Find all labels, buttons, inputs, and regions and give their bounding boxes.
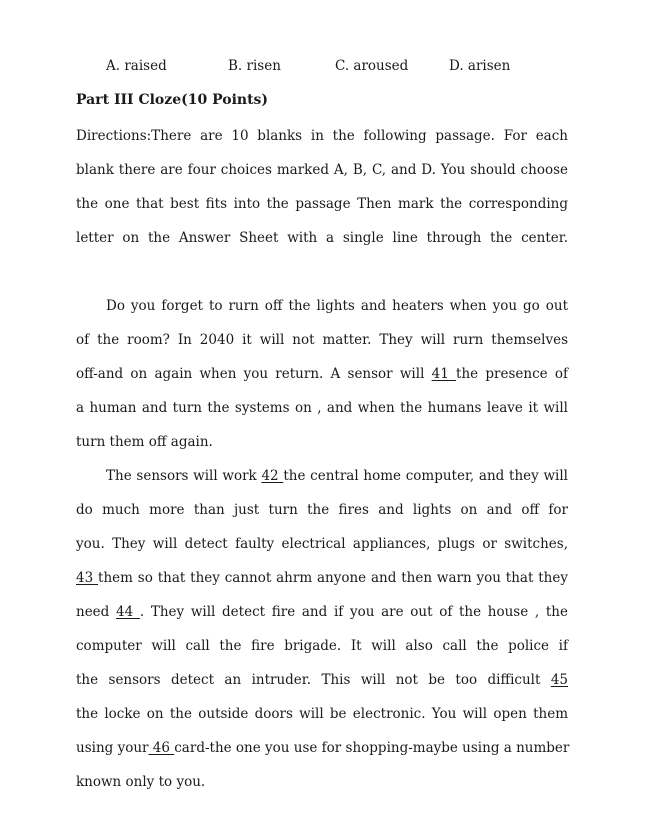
section-title: Part III Cloze(10 Points): [76, 92, 269, 108]
passage-p2-line-4: [76, 568, 568, 588]
text-segment: the central home computer, and they will: [283, 468, 568, 484]
passage-p2-line-8: the locke on the outside doors will be electronic. You will open them: [76, 706, 568, 722]
question-options: [0, 58, 645, 78]
passage-p1-line-3: [76, 364, 568, 384]
option-c: C. aroused: [335, 58, 409, 74]
passage-p1-line-2: of the room? In 2040 it will not matter. They will rurn themselves: [76, 332, 568, 348]
text-segment: need: [76, 604, 116, 620]
directions-line-1: Directions:There are 10 blanks in the following passage. For each: [76, 128, 568, 144]
passage-p2-line-5: [76, 602, 568, 622]
directions-line-2: blank there are four choices marked A, B, C, and D. You should choose: [76, 162, 568, 178]
text-segment: the presence of: [456, 366, 568, 382]
passage-p2-line-2: do much more than just turn the fires and lights on and off for: [76, 502, 568, 518]
passage-p2-line-7: [76, 670, 568, 690]
option-d: D. arisen: [449, 58, 511, 74]
text-segment: them so that they cannot ahrm anyone and then warn you that they: [98, 570, 568, 586]
option-b: B. risen: [228, 58, 281, 74]
passage-p2-line-10: known only to you.: [76, 774, 206, 790]
blank-43: 43: [76, 570, 99, 586]
text-segment: the sensors detect an intruder. This will not be too difficult: [76, 672, 551, 688]
passage-p1-line-5: turn them off again.: [76, 434, 213, 450]
directions-line-3: the one that best fits into the passage Then mark the corresponding: [76, 196, 568, 212]
directions-line-4: letter on the Answer Sheet with a single line through the center.: [76, 230, 568, 246]
text-segment: The sensors will work: [106, 468, 262, 484]
blank-45: 45: [550, 672, 568, 688]
passage-p2-line-9: [76, 738, 568, 758]
text-segment: using your: [76, 740, 149, 756]
passage-p2-line-6: computer will call the fire brigade. It will also call the police if: [76, 638, 568, 654]
blank-46: 46: [148, 740, 175, 756]
passage-p2-line-3: you. They will detect faulty electrical appliances, plugs or switches,: [76, 536, 568, 552]
passage-p1-line-1: Do you forget to rurn off the lights and heaters when you go out: [106, 298, 568, 314]
blank-41: 41: [431, 366, 457, 382]
text-segment: card-the one you use for shopping-maybe using a number: [174, 740, 570, 756]
blank-44: 44: [116, 604, 140, 620]
text-segment: off-and on again when you return. A sensor will: [76, 366, 432, 382]
passage-p1-line-4: a human and turn the systems on , and when the humans leave it will: [76, 400, 568, 416]
passage-p2-line-1: [106, 466, 568, 486]
text-segment: . They will detect fire and if you are out of the house , the: [139, 604, 568, 620]
blank-42: 42: [261, 468, 284, 484]
option-a: A. raised: [106, 58, 167, 74]
